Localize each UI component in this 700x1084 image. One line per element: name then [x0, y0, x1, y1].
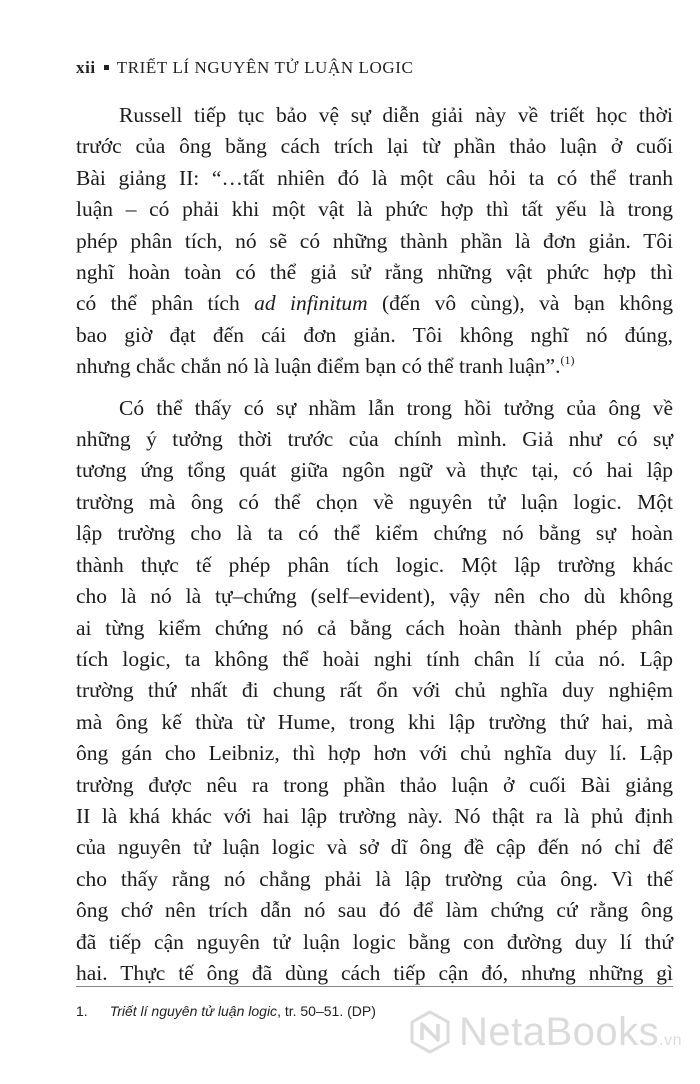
text-line: trường mà ông có thể chọn về nguyên tử luận logic. Một [76, 489, 673, 514]
text-line: trường được nêu ra trong phần thảo luận ở cuối Bài giảng [76, 772, 673, 797]
text-line: ông chớ nên trích dẫn nó sau đó để làm chứng cứ rằng ông [76, 898, 673, 923]
body-text [76, 100, 673, 989]
paragraph-gap [76, 383, 673, 393]
text-line: lập trường cho là ta có thể kiểm chứng nó bằng sự hoàn [76, 521, 673, 546]
text-line: mà ông kế thừa từ Hume, trong khi lập trường thứ hai, mà [76, 709, 673, 734]
footnote-title: Triết lí nguyên tử luận logic [109, 1003, 278, 1019]
watermark-brand: NetaBooks [458, 1009, 660, 1054]
text-fragment: (đến vô cùng), và bạn không [367, 291, 673, 316]
text-line: thành thực tế phép phân tích logic. Một lập trường khác [76, 552, 673, 577]
page-number: xii [76, 58, 96, 77]
text-line: tích logic, ta không thể hoài nghi tính chân lí của nó. Lập [76, 646, 673, 671]
text-line: cho là nó là tự–chứng (self–evident), vậy nên cho dù không [76, 584, 673, 609]
text-line: Russell tiếp tục bảo vệ sự diễn giải này về triết học thời [119, 103, 673, 127]
text-line: bao giờ đạt đến cái đơn giản. Tôi không nghĩ nó đúng, [76, 322, 673, 347]
text-line: của nguyên tử luận logic và sở dĩ ông đề cập đến nó chỉ để [76, 835, 673, 860]
text-line: phép phân tích, nó sẽ có những thành phần là đơn giản. Tôi [76, 228, 673, 253]
text-line: II là khá khác với hai lập trường này. Nó thật ra là phủ định [76, 803, 673, 828]
text-line [76, 351, 673, 382]
footnote [76, 1003, 376, 1019]
text-line: cho thấy rằng nó chẳng phải là lập trường của ông. Vì thế [76, 866, 673, 891]
watermark-suffix: .vn [659, 1031, 682, 1049]
text-line: Bài giảng II: “…tất nhiên đó là một câu hỏi ta có thể tranh [76, 165, 673, 190]
running-header [76, 58, 413, 78]
footnote-reference[interactable]: (1) [560, 353, 575, 368]
text-line: trước của ông bằng cách trích lại từ phần thảo luận ở cuối [76, 134, 673, 159]
footnote-citation: , tr. 50–51. (DP) [277, 1003, 376, 1019]
footnote-number: 1. [76, 1003, 88, 1019]
text-line: trường thứ nhất đi chung rất ổn với chủ nghĩa duy nghiệm [76, 678, 673, 703]
text-line: nghĩ hoàn toàn có thể giả sử rằng những vật phức hợp thì [76, 260, 673, 285]
text-fragment: nhưng chắc chắn nó là luận điểm bạn có thể tranh luận”. [76, 354, 561, 379]
text-line: những ý tưởng thời trước của chính mình. Giả như có sự [76, 427, 673, 452]
text-line: đã tiếp cận nguyên tử luận logic bằng con đường duy lí thứ [76, 929, 673, 954]
text-line: ai từng kiểm chứng nó cả bằng cách hoàn thành phép phân [76, 615, 673, 640]
latin-phrase: ad infinitum [254, 291, 368, 316]
text-line: luận – có phải khi một vật là phức hợp thì tất yếu là trong [76, 197, 673, 222]
text-line: tương ứng tổng quát giữa ngôn ngữ và thực tại, có hai lập [76, 458, 673, 483]
text-line: Có thể thấy có sự nhầm lẫn trong hồi tưởng của ông về [119, 395, 673, 420]
watermark [407, 1002, 682, 1062]
book-title: TRIẾT LÍ NGUYÊN TỬ LUẬN LOGIC [116, 58, 414, 77]
text-line: ông gán cho Leibniz, thì hợp hơn với chủ nghĩa duy lí. Lập [76, 741, 673, 766]
header-bullet-icon [104, 65, 109, 70]
text-line [76, 288, 673, 319]
text-line: hai. Thực tế ông đã dùng cách tiếp cận đó, nhưng những gì [76, 960, 673, 985]
watermark-text [459, 1010, 682, 1055]
footnote-divider [76, 986, 673, 987]
text-fragment: có thể phân tích [76, 291, 255, 316]
netabooks-logo-icon [407, 1009, 453, 1055]
